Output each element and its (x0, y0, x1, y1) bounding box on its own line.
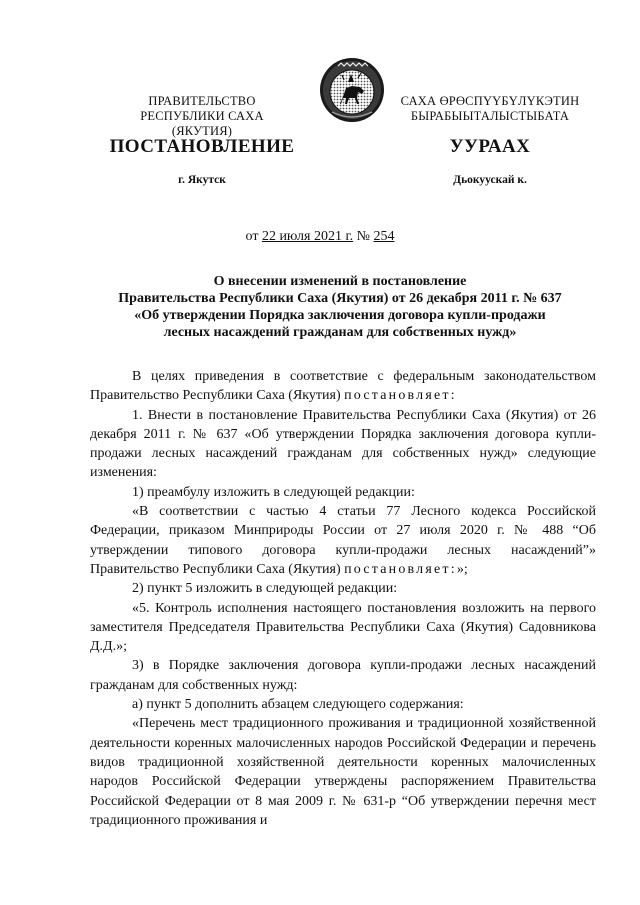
issuer-line-2: РЕСПУБЛИКИ САХА (ЯКУТИЯ) (140, 109, 264, 138)
issuer-line-1: ПРАВИТЕЛЬСТВО (148, 94, 256, 108)
paragraph-new-item-5: «5. Контроль исполнения настоящего постановления возложить на первого заместителя Председателя Правительства Республики Саха (Якутия) Садовникова Д.Д.»; (90, 600, 596, 655)
paragraph-list-text: «Перечень мест традиционного проживания и традиционной хозяйственной деятельности коренных малочисленных народов Российской Федерации и перечень видов традиционной хозяйственной деятельности коренных малочисленных народов Российской Федерации утверждены распоряжением Правительства Российской Федерации от 8 мая 2009 г. № 631-р “Об утверждении перечня мест традиционного проживания и (90, 716, 596, 828)
number-prefix: № (356, 229, 370, 244)
decree-number: 254 (373, 229, 395, 244)
date-prefix: от (245, 229, 259, 244)
issuer-line-1-sakha: САХА ӨРӨСПҮҮБҮЛҮКЭТИН (400, 94, 580, 108)
issuer-line-2-sakha: БЫРАБЫЫТАЛЫСТЫБАТА (410, 109, 570, 123)
paragraph-subitem-a: а) пункт 5 дополнить абзацем следующего содержания: (132, 697, 464, 713)
decree-body (90, 367, 596, 830)
new-preamble-text: «В соответствии с частью 4 статьи 77 Лесного кодекса Российской Федерации, приказом Минприроды России от 27 июля 2020 г. № 488 “Об утверждении типового договора купли-продажи лесных насаждений”» Правительство Республики Саха (Якутия) (90, 504, 596, 577)
decree-date: 22 июля 2021 г. (261, 229, 354, 244)
resolves-word-quoted: постановляет: (344, 561, 457, 577)
city-russian: г. Якутск (178, 174, 226, 186)
paragraph-subitem-3: 3) в Порядке заключения договора купли-продажи лесных насаждений гражданам для собственных нужд: (90, 658, 596, 693)
doc-type-russian: ПОСТАНОВЛЕНИЕ (109, 136, 295, 157)
subject-line-1: О внесении изменений в постановление (213, 274, 467, 289)
paragraph-item-1: 1. Внести в постановление Правительства Республики Саха (Якутия) от 26 декабря 2011 г. № 637 «Об утверждении Порядка заключения договора купли-продажи лесных насаждений гражданам для собственных нужд» следующие изменения: (90, 407, 596, 481)
subject-line-3: «Об утверждении Порядка заключения договора купли-продажи (134, 308, 546, 323)
subject-line-4: лесных насаждений гражданам для собственных нужд» (163, 325, 517, 340)
paragraph-subitem-2: 2) пункт 5 изложить в следующей редакции: (132, 581, 398, 597)
preamble-text: В целях приведения в соответствие с федеральным законодательством Правительство Республики Саха (Якутия) (90, 369, 596, 404)
resolves-word: постановляет: (344, 388, 457, 404)
new-preamble-end: »; (456, 561, 468, 577)
date-line (0, 229, 640, 245)
subject-line-2: Правительства Республики Саха (Якутия) от 26 декабря 2011 г. № 637 (118, 291, 562, 306)
city-sakha: Дьокуускай к. (453, 174, 527, 186)
doc-type-sakha: УУРААХ (449, 136, 531, 157)
issuer-name-sakha (390, 94, 590, 124)
sakha-coat-of-arms-icon (318, 56, 386, 124)
paragraph-preamble (90, 367, 596, 406)
paragraph-new-preamble (90, 502, 596, 579)
issuer-name-russian (118, 94, 286, 139)
decree-subject (100, 273, 580, 341)
paragraph-subitem-1: 1) преамбулу изложить в следующей редакции: (132, 484, 415, 500)
